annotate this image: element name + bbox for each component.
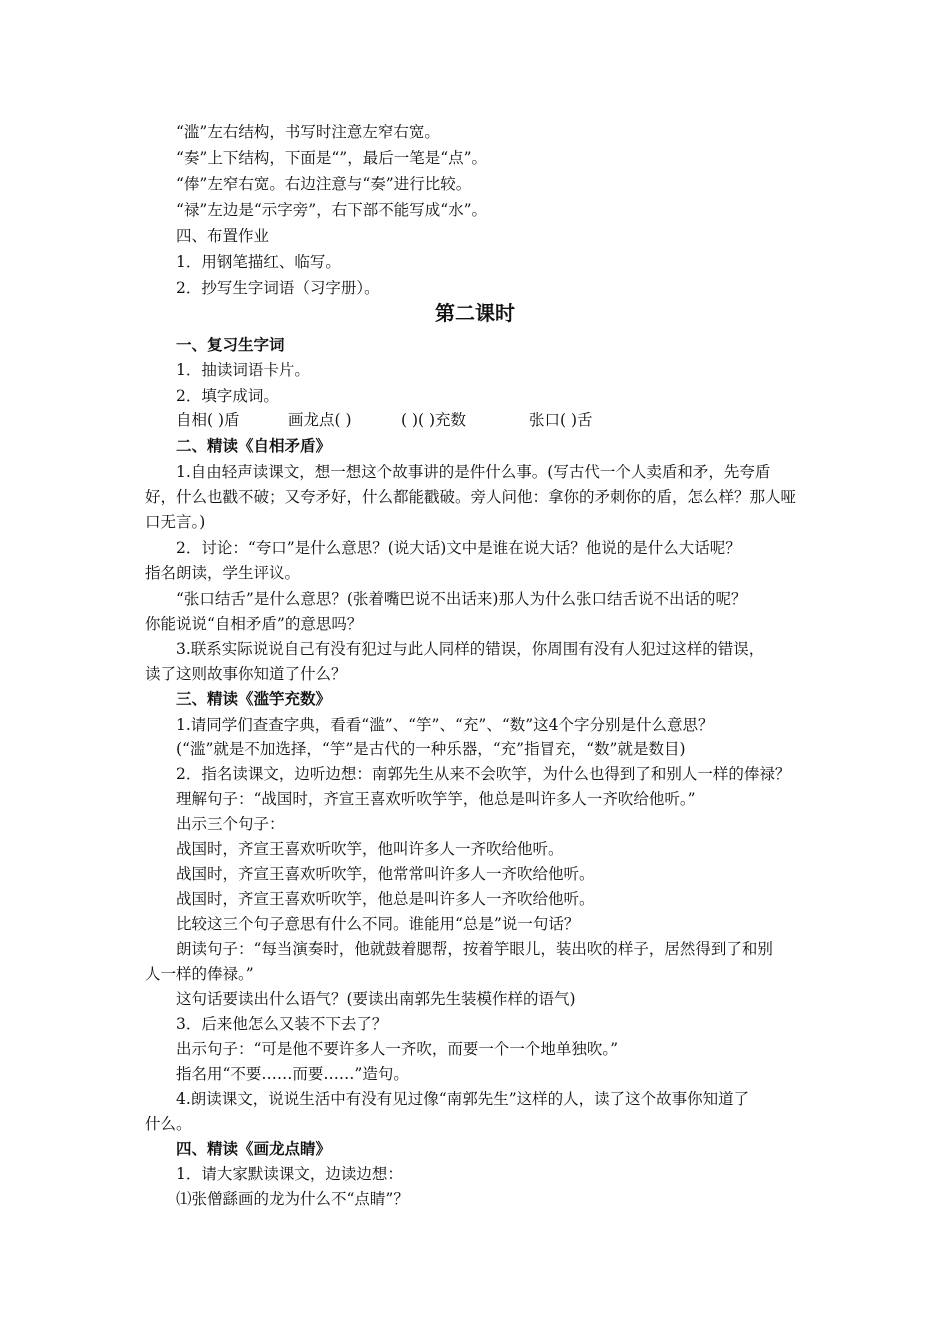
- text-line: 2．抄写生字词语（习字册）。: [176, 279, 380, 297]
- text-line: 出示三个句子：: [176, 815, 285, 833]
- fill-item: 自相( )盾: [176, 411, 240, 429]
- section-heading: 三、精读《滥竽充数》: [176, 690, 332, 708]
- text-line: “滥”左右结构，书写时注意左窄右宽。: [176, 123, 440, 141]
- text-line: 3.联系实际说说自己有没有犯过与此人同样的错误，你周围有没有人犯过这样的错误，: [176, 640, 765, 658]
- text-line: 1．请大家默读课文，边读边想：: [176, 1165, 403, 1183]
- text-line: 指名朗读，学生评议。: [145, 564, 301, 582]
- text-line: 1．抽读词语卡片。: [176, 361, 310, 379]
- fill-item: 画龙点( ): [288, 411, 352, 429]
- text-line: 口无言。): [145, 513, 206, 531]
- text-line: “张口结舌”是什么意思？(张着嘴巴说不出话来)那人为什么张口结舌说不出话的呢？: [176, 590, 747, 608]
- text-line: 读了这则故事你知道了什么？: [145, 665, 347, 683]
- text-line: 好，什么也戳不破；又夸矛好，什么都能戳破。旁人问他：拿你的矛刺你的盾，怎么样？那人哑: [145, 488, 797, 506]
- text-line: 2．填字成词。: [176, 387, 279, 405]
- text-line: 什么。: [145, 1115, 192, 1133]
- text-line: 战国时，齐宣王喜欢听吹竽，他叫许多人一齐吹给他听。: [176, 840, 564, 858]
- fill-in-words: [176, 408, 593, 432]
- text-line: 1.自由轻声读课文，想一想这个故事讲的是件什么事。(写古代一个人卖盾和矛，先夸盾: [176, 463, 771, 481]
- text-line: 2．讨论：“夸口”是什么意思？(说大话)文中是谁在说大话？他说的是什么大话呢？: [176, 539, 741, 557]
- text-line: 这句话要读出什么语气？(要读出南郭先生装模作样的语气): [176, 990, 576, 1008]
- text-line: 比较这三个句子意思有什么不同。谁能用“总是”说一句话？: [176, 915, 580, 933]
- text-line: 理解句子：“战国时，齐宣王喜欢听吹竽竽，他总是叫许多人一齐吹给他听。”: [176, 790, 696, 808]
- text-line: (“滥”就是不加选择，“竽”是古代的一种乐器，“充”指冒充，“数”就是数目): [176, 740, 686, 758]
- text-line: 4.朗读课文，说说生活中有没有见过像“南郭先生”这样的人，读了这个故事你知道了: [176, 1090, 750, 1108]
- text-line: 出示句子：“可是他不要许多人一齐吹，而要一个一个地单独吹。”: [176, 1040, 619, 1058]
- section-heading: 二、精读《自相矛盾》: [176, 437, 332, 455]
- text-line: 1．用钢笔描红、临写。: [176, 253, 341, 271]
- text-line: 3．后来他怎么又装不下去了？: [176, 1015, 388, 1033]
- text-line: “奏”上下结构，下面是“”，最后一笔是“点”。: [176, 149, 488, 167]
- section-heading: 四、布置作业: [176, 227, 270, 245]
- text-line: 2．指名读课文，边听边想：南郭先生从来不会吹竽，为什么也得到了和别人一样的俸禄？: [176, 765, 791, 783]
- section-heading: 四、精读《画龙点睛》: [176, 1140, 332, 1158]
- text-line: 朗读句子：“每当演奏时，他就鼓着腮帮，按着竽眼儿，装出吹的样子，居然得到了和别: [176, 940, 773, 958]
- text-line: 战国时，齐宣王喜欢听吹竽，他总是叫许多人一齐吹给他听。: [176, 890, 595, 908]
- text-line: 指名用“不要……而要……”造句。: [176, 1065, 409, 1083]
- fill-item: ( )( )充数: [401, 411, 467, 429]
- text-line: ⑴张僧繇画的龙为什么不“点睛”？: [176, 1190, 409, 1208]
- text-line: 人一样的俸禄。”: [145, 965, 254, 983]
- lesson-title: 第二课时: [435, 301, 515, 325]
- fill-item: 张口( )舌: [529, 411, 593, 429]
- text-line: “俸”左窄右宽。右边注意与“奏”进行比较。: [176, 175, 472, 193]
- text-line: “禄”左边是“示字旁”，右下部不能写成“水”。: [176, 201, 488, 219]
- text-line: 1.请同学们查查字典，看看“滥”、“竽”、“充”、“数”这4个字分别是什么意思？: [176, 716, 714, 734]
- text-line: 战国时，齐宣王喜欢听吹竽，他常常叫许多人一齐吹给他听。: [176, 865, 595, 883]
- section-heading: 一、复习生字词: [176, 336, 285, 354]
- text-line: 你能说说“自相矛盾”的意思吗？: [145, 615, 363, 633]
